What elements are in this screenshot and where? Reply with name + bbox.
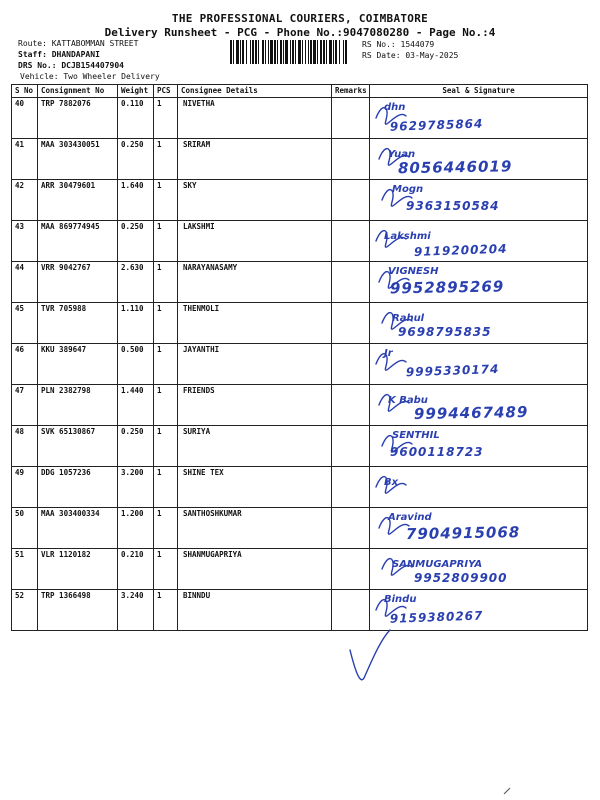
col-sno: S No xyxy=(12,85,38,98)
barcode-bar xyxy=(295,40,296,64)
cell-consignment: KKU 389647 xyxy=(38,344,118,385)
signature-phone: 9629785864 xyxy=(389,116,484,134)
signature-name: Bx xyxy=(384,477,399,488)
cell-sno: 44 xyxy=(12,262,38,303)
table-row xyxy=(12,344,588,385)
barcode-bar xyxy=(305,40,306,64)
table-row xyxy=(12,303,588,344)
cell-signature xyxy=(370,508,588,549)
cell-signature xyxy=(370,303,588,344)
signature-name: Yuan xyxy=(388,149,416,160)
signature-scribble xyxy=(370,262,581,302)
cell-weight: 3.200 xyxy=(118,467,154,508)
cell-sno: 48 xyxy=(12,426,38,467)
col-pcs: PCS xyxy=(154,85,178,98)
cell-consignee: BINNDU xyxy=(178,590,332,631)
col-remarks: Remarks xyxy=(332,85,370,98)
cell-remarks xyxy=(332,549,370,590)
barcode-bar xyxy=(236,40,239,64)
company-name: THE PROFESSIONAL COURIERS, COIMBATORE xyxy=(171,12,429,25)
signature-name: Bindu xyxy=(384,594,417,605)
cell-signature xyxy=(370,262,588,303)
cell-weight: 0.250 xyxy=(118,221,154,262)
cell-consignment: VLR 1120182 xyxy=(38,549,118,590)
cell-weight: 1.440 xyxy=(118,385,154,426)
barcode-bar xyxy=(326,40,327,64)
cell-consignment: TVR 705988 xyxy=(38,303,118,344)
cell-weight: 3.240 xyxy=(118,590,154,631)
cell-consignee: SKY xyxy=(178,180,332,221)
cell-sno: 43 xyxy=(12,221,38,262)
signature-phone: 8056446019 xyxy=(397,157,513,178)
cell-consignment: SVK 65130867 xyxy=(38,426,118,467)
barcode-bar xyxy=(343,40,344,64)
cell-consignee: SRIRAM xyxy=(178,139,332,180)
signature-phone: 9995330174 xyxy=(405,361,500,380)
barcode-bar xyxy=(262,40,264,64)
barcode-bar xyxy=(258,40,259,64)
barcode-bar xyxy=(252,40,254,64)
cell-consignment: PLN 2382798 xyxy=(38,385,118,426)
signature-name: Aravind xyxy=(388,512,432,523)
signature-name: VIGNESH xyxy=(388,266,439,277)
signature-scribble xyxy=(370,221,581,261)
signature-phone: 9600118723 xyxy=(390,445,484,459)
cell-signature xyxy=(370,344,588,385)
barcode-bar xyxy=(308,40,309,64)
cell-consignee: SURIYA xyxy=(178,426,332,467)
runsheet-table xyxy=(11,84,588,631)
cell-remarks xyxy=(332,344,370,385)
barcode-bar xyxy=(345,40,347,64)
cell-weight: 0.110 xyxy=(118,98,154,139)
signature-scribble xyxy=(370,467,581,507)
barcode-bar xyxy=(292,40,294,64)
signature-name: dhn xyxy=(384,102,406,113)
table-row xyxy=(12,221,588,262)
cell-consignment: VRR 9042767 xyxy=(38,262,118,303)
barcode-bar xyxy=(323,40,325,64)
table-row xyxy=(12,262,588,303)
table-row xyxy=(12,426,588,467)
cell-signature xyxy=(370,467,588,508)
signature-scribble xyxy=(370,303,581,343)
cell-pcs: 1 xyxy=(154,467,178,508)
signature-phone: 9952895269 xyxy=(389,277,505,298)
barcode-bar xyxy=(290,40,291,64)
signature-phone: 9698795835 xyxy=(398,325,492,339)
cell-consignment: TRP 7882076 xyxy=(38,98,118,139)
cell-consignee: NIVETHA xyxy=(178,98,332,139)
barcode-bar xyxy=(240,40,241,64)
table-header-row xyxy=(12,85,588,98)
stray-signature-mark xyxy=(330,620,440,690)
barcode-bar xyxy=(233,40,234,64)
cell-pcs: 1 xyxy=(154,139,178,180)
cell-remarks xyxy=(332,98,370,139)
cell-remarks xyxy=(332,426,370,467)
signature-phone: 9363150584 xyxy=(406,199,500,213)
staff-label: Staff: DHANDAPANI xyxy=(18,50,100,59)
signature-name: SANMUGAPRIYA xyxy=(392,559,483,570)
barcode-bar xyxy=(230,40,232,64)
cell-consignee: NARAYANASAMY xyxy=(178,262,332,303)
cell-pcs: 1 xyxy=(154,303,178,344)
corner-tick-mark xyxy=(500,784,520,798)
cell-weight: 0.210 xyxy=(118,549,154,590)
cell-sno: 50 xyxy=(12,508,38,549)
cell-consignee: SHINE TEX xyxy=(178,467,332,508)
signature-scribble xyxy=(370,180,581,220)
cell-remarks xyxy=(332,385,370,426)
cell-consignee: LAKSHMI xyxy=(178,221,332,262)
cell-signature xyxy=(370,549,588,590)
barcode-bar xyxy=(317,40,318,64)
cell-consignment: MAA 303400334 xyxy=(38,508,118,549)
barcode-bar xyxy=(280,40,282,64)
barcode-bar xyxy=(250,40,251,64)
col-weight: Weight xyxy=(118,85,154,98)
signature-scribble xyxy=(370,344,581,384)
cell-sno: 40 xyxy=(12,98,38,139)
cell-signature xyxy=(370,98,588,139)
cell-consignee: SANTHOSHKUMAR xyxy=(178,508,332,549)
rs-number: RS No.: 1544079 xyxy=(362,40,435,49)
cell-remarks xyxy=(332,508,370,549)
cell-pcs: 1 xyxy=(154,508,178,549)
signature-phone: 9119200204 xyxy=(413,241,508,259)
col-signature: Seal & Signature xyxy=(370,85,588,98)
barcode-bar xyxy=(313,40,316,64)
table-row xyxy=(12,385,588,426)
cell-consignment: MAA 303430051 xyxy=(38,139,118,180)
barcode-bar xyxy=(285,40,288,64)
signature-scribble xyxy=(370,385,581,425)
signature-name: Mogn xyxy=(392,184,424,195)
signature-name: Jr xyxy=(384,348,393,359)
cell-signature xyxy=(370,426,588,467)
cell-pcs: 1 xyxy=(154,98,178,139)
signature-scribble xyxy=(370,508,581,548)
barcode-bar xyxy=(277,40,278,64)
cell-consignment: TRP 1366498 xyxy=(38,590,118,631)
cell-sno: 45 xyxy=(12,303,38,344)
signature-name: SENTHIL xyxy=(392,430,440,441)
cell-signature xyxy=(370,221,588,262)
table-row xyxy=(12,467,588,508)
cell-sno: 49 xyxy=(12,467,38,508)
cell-remarks xyxy=(332,180,370,221)
cell-weight: 1.110 xyxy=(118,303,154,344)
cell-consignment: ARR 30479601 xyxy=(38,180,118,221)
barcode-bar xyxy=(329,40,332,64)
cell-consignment: DDG 1057236 xyxy=(38,467,118,508)
barcode-bar xyxy=(302,40,303,64)
cell-weight: 0.500 xyxy=(118,344,154,385)
cell-weight: 0.250 xyxy=(118,139,154,180)
cell-signature xyxy=(370,385,588,426)
signature-scribble xyxy=(370,139,581,179)
cell-pcs: 1 xyxy=(154,344,178,385)
drs-label: DRS No.: DCJB154407904 xyxy=(18,61,124,70)
barcode-image xyxy=(230,40,348,64)
barcode-bar xyxy=(310,40,312,64)
signature-name: Rahul xyxy=(392,313,425,324)
barcode-bar xyxy=(298,40,301,64)
vehicle-label: Vehicle: Two Wheeler Delivery xyxy=(20,72,160,81)
runsheet-subtitle: Delivery Runsheet - PCG - Phone No.:9047080280 - Page No.:4 xyxy=(104,26,496,39)
table-row xyxy=(12,139,588,180)
barcode-bar xyxy=(255,40,257,64)
cell-sno: 46 xyxy=(12,344,38,385)
cell-weight: 2.630 xyxy=(118,262,154,303)
cell-remarks xyxy=(332,221,370,262)
signature-name: Lakshmi xyxy=(384,231,431,242)
cell-signature xyxy=(370,139,588,180)
cell-sno: 42 xyxy=(12,180,38,221)
cell-consignment: MAA 869774945 xyxy=(38,221,118,262)
barcode-bar xyxy=(265,40,266,64)
barcode-bar xyxy=(320,40,322,64)
cell-remarks xyxy=(332,303,370,344)
cell-consignee: THENMOLI xyxy=(178,303,332,344)
cell-consignee: JAYANTHI xyxy=(178,344,332,385)
table-row xyxy=(12,98,588,139)
signature-scribble xyxy=(370,98,581,138)
barcode-bar xyxy=(339,40,340,64)
barcode-bar xyxy=(270,40,273,64)
barcode-bar xyxy=(274,40,276,64)
cell-weight: 0.250 xyxy=(118,426,154,467)
cell-sno: 41 xyxy=(12,139,38,180)
cell-pcs: 1 xyxy=(154,426,178,467)
signature-phone: 9994467489 xyxy=(413,402,529,423)
rs-date: RS Date: 03-May-2025 xyxy=(362,51,459,60)
signature-phone: 7904915068 xyxy=(405,523,521,544)
cell-sno: 47 xyxy=(12,385,38,426)
barcode-bar xyxy=(246,40,247,64)
cell-weight: 1.200 xyxy=(118,508,154,549)
route-label: Route: KATTABOMMAN STREET xyxy=(18,39,139,48)
barcode-bar xyxy=(242,40,244,64)
signature-scribble xyxy=(370,426,581,466)
barcode-bar xyxy=(335,40,337,64)
signature-scribble xyxy=(370,549,581,589)
cell-pcs: 1 xyxy=(154,221,178,262)
table-row xyxy=(12,508,588,549)
table-row xyxy=(12,180,588,221)
cell-remarks xyxy=(332,139,370,180)
barcode-bar xyxy=(268,40,269,64)
cell-sno: 52 xyxy=(12,590,38,631)
cell-remarks xyxy=(332,467,370,508)
barcode-bar xyxy=(283,40,284,64)
table-row xyxy=(12,549,588,590)
cell-remarks xyxy=(332,262,370,303)
cell-pcs: 1 xyxy=(154,549,178,590)
signature-name: K Babu xyxy=(388,395,428,406)
cell-pcs: 1 xyxy=(154,262,178,303)
cell-consignee: SHANMUGAPRIYA xyxy=(178,549,332,590)
signature-phone: 9159380267 xyxy=(389,608,484,626)
col-consignee: Consignee Details xyxy=(178,85,332,98)
cell-pcs: 1 xyxy=(154,590,178,631)
cell-pcs: 1 xyxy=(154,180,178,221)
cell-sno: 51 xyxy=(12,549,38,590)
cell-signature xyxy=(370,180,588,221)
col-consignment: Consignment No xyxy=(38,85,118,98)
cell-weight: 1.640 xyxy=(118,180,154,221)
signature-phone: 9952809900 xyxy=(414,571,508,585)
table-row xyxy=(12,590,588,631)
barcode-bar xyxy=(333,40,334,64)
cell-pcs: 1 xyxy=(154,385,178,426)
cell-consignee: FRIENDS xyxy=(178,385,332,426)
